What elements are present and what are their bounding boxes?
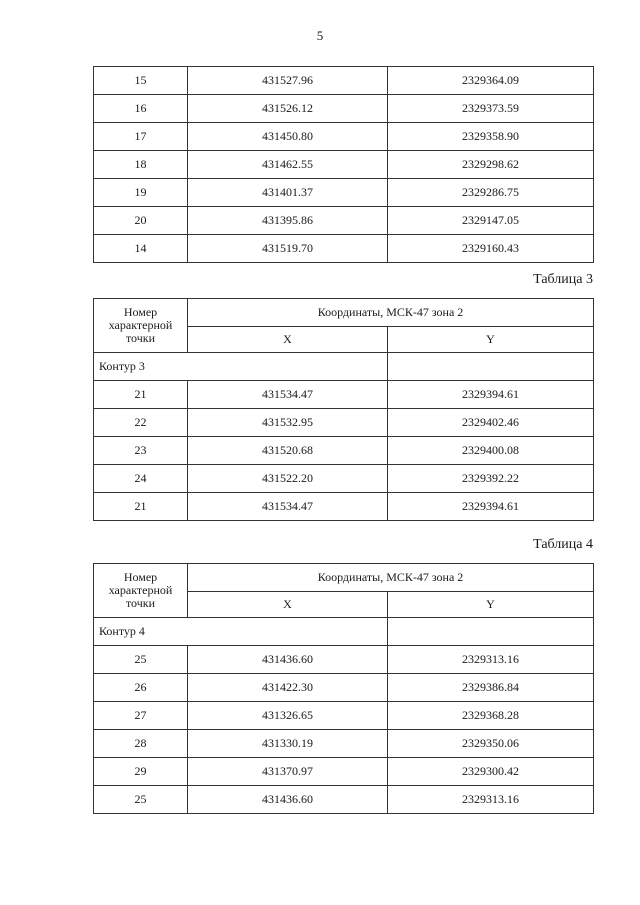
x-coordinate-cell: 431532.95	[188, 409, 388, 437]
coordinates-header: Координаты, МСК-47 зона 2	[188, 299, 594, 327]
x-header: X	[188, 592, 388, 618]
table-row	[94, 437, 594, 465]
coordinates-header: Координаты, МСК-47 зона 2	[188, 564, 594, 592]
y-coordinate-cell: 2329394.61	[388, 493, 594, 521]
header-line: характерной	[108, 583, 173, 597]
header-line: точки	[125, 596, 156, 610]
header-row	[94, 299, 594, 327]
table-body	[94, 381, 594, 521]
x-coordinate-cell: 431422.30	[188, 674, 388, 702]
point-number-cell: 21	[94, 381, 188, 409]
y-coordinate-cell: 2329373.59	[388, 95, 594, 123]
x-coordinate-cell: 431326.65	[188, 702, 388, 730]
empty-cell	[388, 618, 594, 646]
table-row	[94, 758, 594, 786]
y-coordinate-cell: 2329358.90	[388, 123, 594, 151]
point-number-cell: 23	[94, 437, 188, 465]
x-coordinate-cell: 431534.47	[188, 381, 388, 409]
coordinates-table-continued	[93, 66, 594, 263]
header-line: характерной	[108, 318, 173, 332]
x-coordinate-cell: 431527.96	[188, 67, 388, 95]
y-coordinate-cell: 2329350.06	[388, 730, 594, 758]
y-coordinate-cell: 2329313.16	[388, 646, 594, 674]
contour-row	[94, 618, 594, 646]
x-coordinate-cell: 431450.80	[188, 123, 388, 151]
x-coordinate-cell: 431526.12	[188, 95, 388, 123]
point-number-cell: 27	[94, 702, 188, 730]
y-coordinate-cell: 2329392.22	[388, 465, 594, 493]
table-row	[94, 123, 594, 151]
y-coordinate-cell: 2329386.84	[388, 674, 594, 702]
table-row	[94, 493, 594, 521]
table-body	[94, 646, 594, 814]
table-row	[94, 95, 594, 123]
point-number-header	[94, 564, 188, 618]
x-coordinate-cell: 431462.55	[188, 151, 388, 179]
y-coordinate-cell: 2329368.28	[388, 702, 594, 730]
contour-row	[94, 353, 594, 381]
header-line: Номер	[123, 305, 158, 319]
x-coordinate-cell: 431330.19	[188, 730, 388, 758]
x-header: X	[188, 327, 388, 353]
table-row	[94, 730, 594, 758]
point-number-cell: 21	[94, 493, 188, 521]
x-coordinate-cell: 431401.37	[188, 179, 388, 207]
x-coordinate-cell: 431522.20	[188, 465, 388, 493]
table-row	[94, 381, 594, 409]
x-coordinate-cell: 431436.60	[188, 646, 388, 674]
point-number-cell: 25	[94, 786, 188, 814]
point-number-cell: 18	[94, 151, 188, 179]
y-coordinate-cell: 2329394.61	[388, 381, 594, 409]
point-number-cell: 24	[94, 465, 188, 493]
table-row	[94, 786, 594, 814]
header-line: Номер	[123, 570, 158, 584]
table-body	[94, 67, 594, 263]
point-number-cell: 26	[94, 674, 188, 702]
point-number-cell: 22	[94, 409, 188, 437]
x-coordinate-cell: 431534.47	[188, 493, 388, 521]
table-row	[94, 207, 594, 235]
table-row	[94, 702, 594, 730]
contour-label: Контур 3	[94, 353, 388, 381]
x-coordinate-cell: 431436.60	[188, 786, 388, 814]
point-number-cell: 17	[94, 123, 188, 151]
y-coordinate-cell: 2329313.16	[388, 786, 594, 814]
table-row	[94, 67, 594, 95]
contour-label: Контур 4	[94, 618, 388, 646]
table-row	[94, 465, 594, 493]
point-number-cell: 25	[94, 646, 188, 674]
coordinates-table-4	[93, 563, 594, 814]
table-body	[94, 564, 594, 646]
x-coordinate-cell: 431520.68	[188, 437, 388, 465]
y-coordinate-cell: 2329147.05	[388, 207, 594, 235]
y-coordinate-cell: 2329286.75	[388, 179, 594, 207]
point-number-header	[94, 299, 188, 353]
table-body	[94, 299, 594, 381]
page-number: 5	[316, 28, 324, 43]
point-number-cell: 28	[94, 730, 188, 758]
table3-caption: Таблица 3	[533, 272, 593, 287]
point-number-cell: 14	[94, 235, 188, 263]
point-number-cell: 16	[94, 95, 188, 123]
y-coordinate-cell: 2329400.08	[388, 437, 594, 465]
x-coordinate-cell: 431370.97	[188, 758, 388, 786]
point-number-cell: 19	[94, 179, 188, 207]
table4-caption: Таблица 4	[533, 537, 593, 552]
point-number-cell: 15	[94, 67, 188, 95]
table-row	[94, 151, 594, 179]
point-number-cell: 20	[94, 207, 188, 235]
point-number-cell: 29	[94, 758, 188, 786]
y-header: Y	[388, 592, 594, 618]
x-coordinate-cell: 431395.86	[188, 207, 388, 235]
coordinates-table-3	[93, 298, 594, 521]
table-row	[94, 179, 594, 207]
table-row	[94, 409, 594, 437]
table-row	[94, 674, 594, 702]
y-coordinate-cell: 2329300.42	[388, 758, 594, 786]
y-coordinate-cell: 2329160.43	[388, 235, 594, 263]
y-header: Y	[388, 327, 594, 353]
header-line: точки	[125, 331, 156, 345]
header-row	[94, 564, 594, 592]
table-row	[94, 235, 594, 263]
y-coordinate-cell: 2329298.62	[388, 151, 594, 179]
y-coordinate-cell: 2329364.09	[388, 67, 594, 95]
table-row	[94, 646, 594, 674]
empty-cell	[388, 353, 594, 381]
x-coordinate-cell: 431519.70	[188, 235, 388, 263]
y-coordinate-cell: 2329402.46	[388, 409, 594, 437]
